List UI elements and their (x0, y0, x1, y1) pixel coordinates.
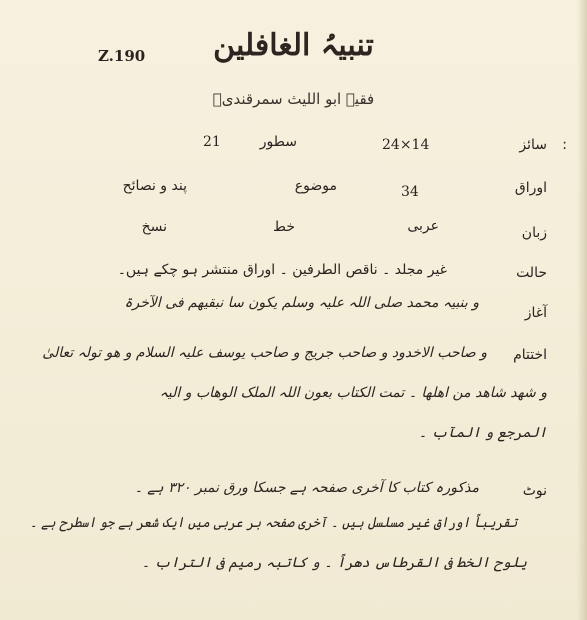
book-author: فقیہ ابو اللیث سمرقندیؒ (212, 90, 375, 108)
script-label: خط (273, 219, 295, 235)
note-label: نوٹ (522, 483, 547, 499)
incipit-value: و بنبیہ محمد صلی اللہ علیہ وسلم یکون سا نبقیھم فی الآخرۃ (124, 295, 479, 311)
size-label: سائز (519, 137, 547, 153)
folios-label: اوراق (514, 180, 547, 196)
script-value: نسخ (141, 219, 167, 235)
note-line-1: مذکورہ کتاب کا آخری صفحہ ہے جسکا ورق نمبر ۳۲۰ ہے ۔ (134, 480, 479, 496)
lines-value: 21 (203, 134, 221, 150)
book-title: تنبیہُ الغافلین (213, 28, 374, 63)
explicit-line-2: و شھد شاھد من اھلھا ۔ تمت الکتاب بعون اللہ الملک الوھاب و الیہ (159, 385, 547, 401)
note-line-2: تقریباً اوراق غیر مسلسل ہیں ۔ آخری صفحہ بر عربی میں ایک شعر ہے جو اسطرح ہے ۔ (29, 515, 517, 531)
size-value: 24×14 (382, 137, 430, 153)
explicit-line-3: المرجع و المآب ۔ (418, 425, 547, 441)
explicit-label: اختتام (513, 347, 547, 363)
condition-value: غیر مجلد ۔ ناقص الطرفین ۔ اوراق منتشر ہو چکے ہیں۔ (117, 262, 447, 278)
language-value: عربی (407, 218, 439, 234)
folios-value: 34 (401, 184, 419, 200)
separator: : (562, 137, 567, 153)
condition-label: حالت (516, 265, 547, 281)
incipit-label: آغاز (524, 305, 547, 321)
lines-label: سطور (259, 134, 297, 150)
explicit-line-1: و صاحب الاخدود و صاحب جریج و صاحب یوسف علیہ السلام و ھو تولہ تعالیٰ (42, 345, 487, 361)
language-label: زبان (521, 225, 547, 241)
subject-label: موضوع (294, 178, 337, 194)
note-line-3: یلوح الخط فی القرطاس دھراً ۔ و کاتبہ رمیم فی التراب ۔ (141, 555, 527, 571)
catalog-number: Z.190 (98, 47, 146, 65)
subject-value: پند و نصائح (122, 178, 187, 194)
